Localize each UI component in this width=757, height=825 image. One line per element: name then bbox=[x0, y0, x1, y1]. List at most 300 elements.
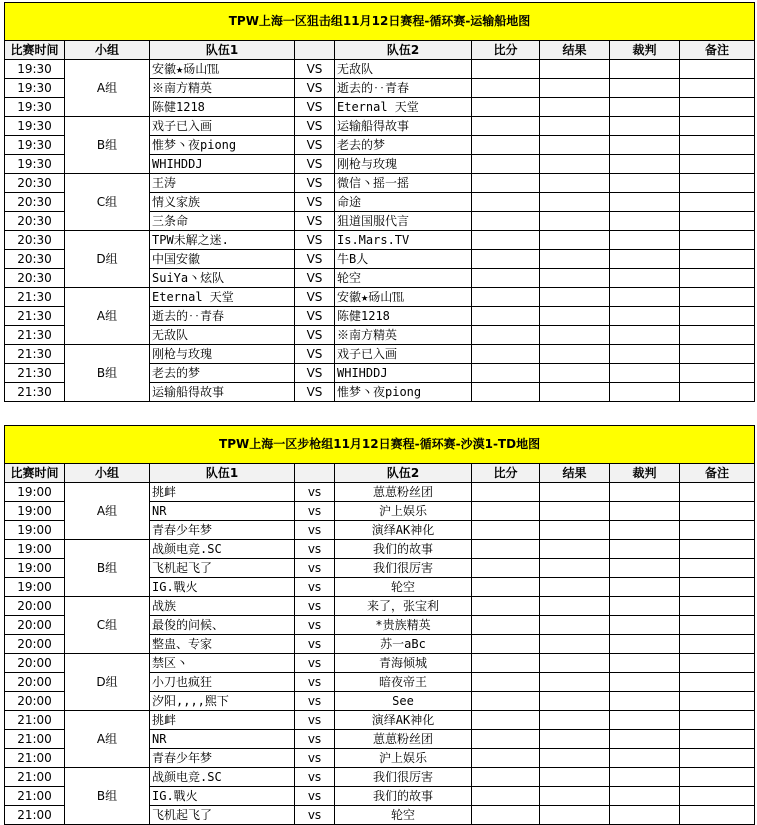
table-row bbox=[5, 540, 755, 559]
group-label: D组 bbox=[65, 231, 150, 288]
score-cell bbox=[472, 117, 540, 136]
match-time: 21:00 bbox=[5, 730, 65, 749]
score-cell bbox=[472, 521, 540, 540]
result-cell bbox=[540, 193, 610, 212]
result-cell bbox=[540, 654, 610, 673]
title-row bbox=[5, 426, 755, 464]
team1-name: 飞机起飞了 bbox=[150, 806, 295, 825]
match-time: 19:30 bbox=[5, 155, 65, 174]
vs-label: VS bbox=[295, 250, 335, 269]
team1-name: 禁区丶 bbox=[150, 654, 295, 673]
notes-cell bbox=[680, 749, 755, 768]
team1-name: 中国安徽 bbox=[150, 250, 295, 269]
match-time: 19:30 bbox=[5, 98, 65, 117]
column-header: 结果 bbox=[540, 41, 610, 60]
notes-cell bbox=[680, 559, 755, 578]
column-header: 队伍1 bbox=[150, 464, 295, 483]
vs-label: vs bbox=[295, 806, 335, 825]
referee-cell bbox=[610, 654, 680, 673]
notes-cell bbox=[680, 269, 755, 288]
group-label: C组 bbox=[65, 174, 150, 231]
referee-cell bbox=[610, 345, 680, 364]
match-time: 19:00 bbox=[5, 540, 65, 559]
team1-name: 老去的梦 bbox=[150, 364, 295, 383]
referee-cell bbox=[610, 787, 680, 806]
score-cell bbox=[472, 307, 540, 326]
table-row bbox=[5, 117, 755, 136]
match-time: 20:00 bbox=[5, 635, 65, 654]
match-time: 20:30 bbox=[5, 212, 65, 231]
section-title: TPW上海一区狙击组11月12日赛程-循环赛-运输船地图 bbox=[5, 3, 755, 41]
vs-label: VS bbox=[295, 98, 335, 117]
team2-name: Is.Mars.TV bbox=[335, 231, 472, 250]
referee-cell bbox=[610, 540, 680, 559]
team1-name: 情义家族 bbox=[150, 193, 295, 212]
referee-cell bbox=[610, 231, 680, 250]
header-row bbox=[5, 41, 755, 60]
team1-name: 挑衅 bbox=[150, 483, 295, 502]
match-time: 21:00 bbox=[5, 711, 65, 730]
team2-name: 刚枪与玫瑰 bbox=[335, 155, 472, 174]
score-cell bbox=[472, 578, 540, 597]
team1-name: TPW未解之迷. bbox=[150, 231, 295, 250]
team2-name: See bbox=[335, 692, 472, 711]
notes-cell bbox=[680, 806, 755, 825]
match-time: 21:00 bbox=[5, 749, 65, 768]
table-row bbox=[5, 654, 755, 673]
match-time: 19:00 bbox=[5, 502, 65, 521]
result-cell bbox=[540, 673, 610, 692]
team1-name: Eternal 天堂 bbox=[150, 288, 295, 307]
referee-cell bbox=[610, 212, 680, 231]
notes-cell bbox=[680, 521, 755, 540]
result-cell bbox=[540, 806, 610, 825]
match-time: 20:30 bbox=[5, 269, 65, 288]
match-time: 21:00 bbox=[5, 787, 65, 806]
notes-cell bbox=[680, 616, 755, 635]
vs-label: VS bbox=[295, 364, 335, 383]
team2-name: 沪上娱乐 bbox=[335, 749, 472, 768]
team1-name: 战颜电竞.SC bbox=[150, 540, 295, 559]
table-row bbox=[5, 288, 755, 307]
referee-cell bbox=[610, 483, 680, 502]
column-header bbox=[295, 464, 335, 483]
match-time: 20:00 bbox=[5, 616, 65, 635]
score-cell bbox=[472, 136, 540, 155]
table-row bbox=[5, 597, 755, 616]
notes-cell bbox=[680, 692, 755, 711]
team2-name: 葸葸粉丝团 bbox=[335, 730, 472, 749]
referee-cell bbox=[610, 288, 680, 307]
column-header: 裁判 bbox=[610, 464, 680, 483]
match-time: 19:00 bbox=[5, 559, 65, 578]
team2-name: 轮空 bbox=[335, 806, 472, 825]
referee-cell bbox=[610, 597, 680, 616]
vs-label: VS bbox=[295, 174, 335, 193]
column-header: 备注 bbox=[680, 464, 755, 483]
score-cell bbox=[472, 98, 540, 117]
notes-cell bbox=[680, 635, 755, 654]
team1-name: 刚枪与玫瑰 bbox=[150, 345, 295, 364]
match-time: 20:00 bbox=[5, 597, 65, 616]
team2-name: 陈健1218 bbox=[335, 307, 472, 326]
team1-name: 三条命 bbox=[150, 212, 295, 231]
match-time: 19:30 bbox=[5, 79, 65, 98]
notes-cell bbox=[680, 174, 755, 193]
team2-name: 我们的故事 bbox=[335, 787, 472, 806]
team1-name: 青春少年梦 bbox=[150, 521, 295, 540]
team2-name: *贵族精英 bbox=[335, 616, 472, 635]
vs-label: vs bbox=[295, 483, 335, 502]
score-cell bbox=[472, 616, 540, 635]
team2-name: 来了，张宝利 bbox=[335, 597, 472, 616]
vs-label: VS bbox=[295, 117, 335, 136]
referee-cell bbox=[610, 692, 680, 711]
vs-label: vs bbox=[295, 635, 335, 654]
result-cell bbox=[540, 364, 610, 383]
result-cell bbox=[540, 616, 610, 635]
match-time: 19:30 bbox=[5, 117, 65, 136]
result-cell bbox=[540, 117, 610, 136]
column-header: 结果 bbox=[540, 464, 610, 483]
referee-cell bbox=[610, 806, 680, 825]
match-time: 21:30 bbox=[5, 345, 65, 364]
notes-cell bbox=[680, 288, 755, 307]
referee-cell bbox=[610, 578, 680, 597]
result-cell bbox=[540, 521, 610, 540]
group-label: A组 bbox=[65, 288, 150, 345]
match-time: 20:00 bbox=[5, 673, 65, 692]
result-cell bbox=[540, 540, 610, 559]
column-header: 比赛时间 bbox=[5, 41, 65, 60]
column-header: 队伍2 bbox=[335, 41, 472, 60]
notes-cell bbox=[680, 98, 755, 117]
referee-cell bbox=[610, 673, 680, 692]
vs-label: vs bbox=[295, 692, 335, 711]
notes-cell bbox=[680, 212, 755, 231]
team1-name: SuiYa丶炫队 bbox=[150, 269, 295, 288]
team2-name: 葸葸粉丝团 bbox=[335, 483, 472, 502]
score-cell bbox=[472, 269, 540, 288]
group-label: A组 bbox=[65, 60, 150, 117]
team1-name: 战颜电竞.SC bbox=[150, 768, 295, 787]
team1-name: 陈健1218 bbox=[150, 98, 295, 117]
vs-label: vs bbox=[295, 597, 335, 616]
team1-name: 安徽★砀山℡ bbox=[150, 60, 295, 79]
match-time: 19:00 bbox=[5, 483, 65, 502]
table-row bbox=[5, 231, 755, 250]
team2-name: 命途 bbox=[335, 193, 472, 212]
vs-label: vs bbox=[295, 673, 335, 692]
score-cell bbox=[472, 212, 540, 231]
result-cell bbox=[540, 250, 610, 269]
team1-name: 战族 bbox=[150, 597, 295, 616]
vs-label: vs bbox=[295, 711, 335, 730]
team1-name: 整蛊、专家 bbox=[150, 635, 295, 654]
team2-name: 安徽★砀山℡ bbox=[335, 288, 472, 307]
result-cell bbox=[540, 345, 610, 364]
score-cell bbox=[472, 559, 540, 578]
score-cell bbox=[472, 326, 540, 345]
notes-cell bbox=[680, 136, 755, 155]
referee-cell bbox=[610, 250, 680, 269]
vs-label: vs bbox=[295, 559, 335, 578]
team2-name: 微信丶摇一摇 bbox=[335, 174, 472, 193]
notes-cell bbox=[680, 711, 755, 730]
notes-cell bbox=[680, 60, 755, 79]
vs-label: VS bbox=[295, 79, 335, 98]
score-cell bbox=[472, 250, 540, 269]
match-time: 21:30 bbox=[5, 326, 65, 345]
score-cell bbox=[472, 174, 540, 193]
team2-name: 惟梦丶夜piong bbox=[335, 383, 472, 402]
notes-cell bbox=[680, 193, 755, 212]
column-header: 队伍2 bbox=[335, 464, 472, 483]
result-cell bbox=[540, 692, 610, 711]
team2-name: Eternal 天堂 bbox=[335, 98, 472, 117]
team2-name: 演绎AK神化 bbox=[335, 711, 472, 730]
vs-label: VS bbox=[295, 231, 335, 250]
notes-cell bbox=[680, 383, 755, 402]
notes-cell bbox=[680, 654, 755, 673]
team1-name: 挑衅 bbox=[150, 711, 295, 730]
result-cell bbox=[540, 307, 610, 326]
score-cell bbox=[472, 60, 540, 79]
team2-name: 暗夜帝王 bbox=[335, 673, 472, 692]
group-label: B组 bbox=[65, 345, 150, 402]
vs-label: VS bbox=[295, 193, 335, 212]
group-label: A组 bbox=[65, 711, 150, 768]
score-cell bbox=[472, 749, 540, 768]
result-cell bbox=[540, 483, 610, 502]
result-cell bbox=[540, 326, 610, 345]
vs-label: vs bbox=[295, 502, 335, 521]
team2-name: 苏一aBc bbox=[335, 635, 472, 654]
column-header: 备注 bbox=[680, 41, 755, 60]
score-cell bbox=[472, 711, 540, 730]
group-label: D组 bbox=[65, 654, 150, 711]
referee-cell bbox=[610, 269, 680, 288]
referee-cell bbox=[610, 559, 680, 578]
notes-cell bbox=[680, 155, 755, 174]
referee-cell bbox=[610, 326, 680, 345]
vs-label: VS bbox=[295, 212, 335, 231]
score-cell bbox=[472, 193, 540, 212]
vs-label: VS bbox=[295, 155, 335, 174]
group-label: B组 bbox=[65, 117, 150, 174]
score-cell bbox=[472, 730, 540, 749]
team2-name: 轮空 bbox=[335, 269, 472, 288]
referee-cell bbox=[610, 749, 680, 768]
referee-cell bbox=[610, 521, 680, 540]
schedule-table-sniper bbox=[4, 2, 755, 402]
vs-label: vs bbox=[295, 768, 335, 787]
team1-name: ※南方精英 bbox=[150, 79, 295, 98]
score-cell bbox=[472, 383, 540, 402]
notes-cell bbox=[680, 787, 755, 806]
column-header: 裁判 bbox=[610, 41, 680, 60]
team1-name: NR bbox=[150, 502, 295, 521]
result-cell bbox=[540, 212, 610, 231]
match-time: 20:00 bbox=[5, 692, 65, 711]
notes-cell bbox=[680, 578, 755, 597]
table-row bbox=[5, 483, 755, 502]
match-time: 21:00 bbox=[5, 768, 65, 787]
match-time: 20:30 bbox=[5, 250, 65, 269]
column-header: 小组 bbox=[65, 464, 150, 483]
match-time: 21:30 bbox=[5, 364, 65, 383]
team2-name: 沪上娱乐 bbox=[335, 502, 472, 521]
referee-cell bbox=[610, 79, 680, 98]
team1-name: 飞机起飞了 bbox=[150, 559, 295, 578]
column-header bbox=[295, 41, 335, 60]
vs-label: vs bbox=[295, 540, 335, 559]
referee-cell bbox=[610, 383, 680, 402]
score-cell bbox=[472, 345, 540, 364]
match-time: 21:30 bbox=[5, 288, 65, 307]
team1-name: 汐阳,,,,熙下 bbox=[150, 692, 295, 711]
result-cell bbox=[540, 597, 610, 616]
notes-cell bbox=[680, 250, 755, 269]
team2-name: 逝去的‥青春 bbox=[335, 79, 472, 98]
vs-label: vs bbox=[295, 654, 335, 673]
result-cell bbox=[540, 155, 610, 174]
team2-name: 牛B人 bbox=[335, 250, 472, 269]
team1-name: WHIHDDJ bbox=[150, 155, 295, 174]
team1-name: 青春少年梦 bbox=[150, 749, 295, 768]
match-time: 19:00 bbox=[5, 578, 65, 597]
team2-name: 戏子已入画 bbox=[335, 345, 472, 364]
group-label: B组 bbox=[65, 540, 150, 597]
team1-name: IG.戰火 bbox=[150, 578, 295, 597]
match-time: 20:00 bbox=[5, 654, 65, 673]
team1-name: 运输船得故事 bbox=[150, 383, 295, 402]
team1-name: 戏子已入画 bbox=[150, 117, 295, 136]
table-row bbox=[5, 60, 755, 79]
referee-cell bbox=[610, 117, 680, 136]
vs-label: vs bbox=[295, 578, 335, 597]
vs-label: VS bbox=[295, 383, 335, 402]
team2-name: 我们很厉害 bbox=[335, 768, 472, 787]
team1-name: 惟梦丶夜piong bbox=[150, 136, 295, 155]
score-cell bbox=[472, 155, 540, 174]
vs-label: vs bbox=[295, 730, 335, 749]
referee-cell bbox=[610, 136, 680, 155]
team2-name: 我们的故事 bbox=[335, 540, 472, 559]
result-cell bbox=[540, 79, 610, 98]
score-cell bbox=[472, 288, 540, 307]
team1-name: 小刀也疯狂 bbox=[150, 673, 295, 692]
score-cell bbox=[472, 597, 540, 616]
match-time: 19:30 bbox=[5, 136, 65, 155]
result-cell bbox=[540, 231, 610, 250]
notes-cell bbox=[680, 483, 755, 502]
match-time: 20:30 bbox=[5, 193, 65, 212]
notes-cell bbox=[680, 540, 755, 559]
result-cell bbox=[540, 711, 610, 730]
score-cell bbox=[472, 540, 540, 559]
title-row bbox=[5, 3, 755, 41]
result-cell bbox=[540, 749, 610, 768]
referee-cell bbox=[610, 98, 680, 117]
vs-label: VS bbox=[295, 60, 335, 79]
match-time: 19:00 bbox=[5, 521, 65, 540]
score-cell bbox=[472, 787, 540, 806]
result-cell bbox=[540, 174, 610, 193]
result-cell bbox=[540, 502, 610, 521]
result-cell bbox=[540, 136, 610, 155]
team2-name: 无敌队 bbox=[335, 60, 472, 79]
result-cell bbox=[540, 559, 610, 578]
vs-label: vs bbox=[295, 521, 335, 540]
result-cell bbox=[540, 730, 610, 749]
notes-cell bbox=[680, 597, 755, 616]
group-label: A组 bbox=[65, 483, 150, 540]
score-cell bbox=[472, 654, 540, 673]
vs-label: VS bbox=[295, 136, 335, 155]
referee-cell bbox=[610, 711, 680, 730]
match-time: 20:30 bbox=[5, 231, 65, 250]
group-label: B组 bbox=[65, 768, 150, 825]
group-label: C组 bbox=[65, 597, 150, 654]
score-cell bbox=[472, 483, 540, 502]
notes-cell bbox=[680, 117, 755, 136]
column-header: 比分 bbox=[472, 464, 540, 483]
referee-cell bbox=[610, 60, 680, 79]
vs-label: vs bbox=[295, 749, 335, 768]
vs-label: VS bbox=[295, 269, 335, 288]
referee-cell bbox=[610, 193, 680, 212]
team2-name: 老去的梦 bbox=[335, 136, 472, 155]
team2-name: 演绎AK神化 bbox=[335, 521, 472, 540]
schedule-table-rifle bbox=[4, 425, 755, 825]
notes-cell bbox=[680, 673, 755, 692]
score-cell bbox=[472, 364, 540, 383]
score-cell bbox=[472, 692, 540, 711]
header-row bbox=[5, 464, 755, 483]
match-time: 21:30 bbox=[5, 307, 65, 326]
notes-cell bbox=[680, 307, 755, 326]
match-time: 20:30 bbox=[5, 174, 65, 193]
vs-label: VS bbox=[295, 288, 335, 307]
result-cell bbox=[540, 578, 610, 597]
referee-cell bbox=[610, 730, 680, 749]
notes-cell bbox=[680, 364, 755, 383]
team2-name: 青海倾城 bbox=[335, 654, 472, 673]
score-cell bbox=[472, 502, 540, 521]
section-title: TPW上海一区步枪组11月12日赛程-循环赛-沙漠1-TD地图 bbox=[5, 426, 755, 464]
notes-cell bbox=[680, 502, 755, 521]
table-row bbox=[5, 711, 755, 730]
result-cell bbox=[540, 787, 610, 806]
notes-cell bbox=[680, 79, 755, 98]
referee-cell bbox=[610, 502, 680, 521]
vs-label: VS bbox=[295, 345, 335, 364]
match-time: 19:30 bbox=[5, 60, 65, 79]
team2-name: ※南方精英 bbox=[335, 326, 472, 345]
table-row bbox=[5, 345, 755, 364]
team2-name: 我们很厉害 bbox=[335, 559, 472, 578]
team1-name: IG.戰火 bbox=[150, 787, 295, 806]
vs-label: vs bbox=[295, 787, 335, 806]
table-row bbox=[5, 174, 755, 193]
vs-label: VS bbox=[295, 326, 335, 345]
referee-cell bbox=[610, 307, 680, 326]
score-cell bbox=[472, 768, 540, 787]
team1-name: 无敌队 bbox=[150, 326, 295, 345]
column-header: 小组 bbox=[65, 41, 150, 60]
column-header: 比分 bbox=[472, 41, 540, 60]
